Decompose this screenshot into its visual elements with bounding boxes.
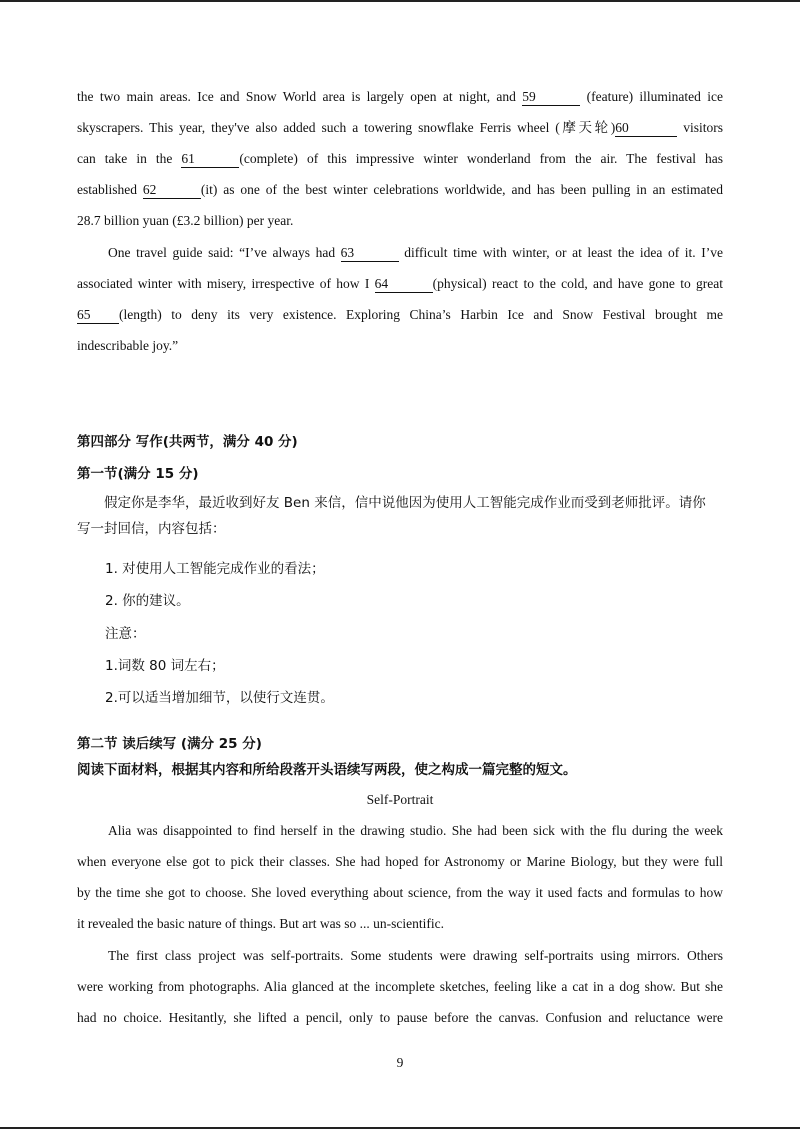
blank-59[interactable]: 59 bbox=[522, 89, 580, 106]
requirement-item-1: 1. 对使用人工智能完成作业的看法； bbox=[105, 561, 325, 577]
passage-line: skyscrapers. This year, they've also added such a towering snowflake Ferris wheel (摩天轮)60 visitors bbox=[77, 120, 723, 135]
note-label: 注意： bbox=[105, 626, 146, 642]
passage-line: associated winter with misery, irrespective of how I 64 (physical) react to the cold, and have gone to great bbox=[77, 276, 723, 291]
blank-62[interactable]: 62 bbox=[143, 182, 201, 199]
passage-line: can take in the 61 (complete) of this impressive winter wonderland from the air. The festival has bbox=[77, 151, 723, 166]
section1-prompt bbox=[77, 490, 723, 542]
note-item-1: 1.词数 80 词左右； bbox=[105, 658, 225, 674]
passage-line: indescribable joy.” bbox=[77, 338, 179, 353]
passage-paragraph-2 bbox=[77, 237, 723, 361]
page-number: 9 bbox=[396, 1055, 404, 1070]
part4-title: 第四部分 写作(共两节，满分 40 分) bbox=[77, 434, 298, 450]
passage-line: established 62 (it) as one of the best winter celebrations worldwide, and has been pulling in an estimated bbox=[77, 182, 723, 197]
story-line: had no choice. Hesitantly, she lifted a pencil, only to pause before the canvas. Confusion and reluctance were bbox=[77, 1010, 723, 1025]
story-line: it revealed the basic nature of things. But art was so ... un-scientific. bbox=[77, 916, 445, 931]
story-paragraph-1 bbox=[77, 815, 723, 939]
blank-61[interactable]: 61 bbox=[181, 151, 239, 168]
story-paragraph-2 bbox=[77, 940, 723, 1033]
blank-64[interactable]: 64 bbox=[375, 276, 433, 293]
passage-line: the two main areas. Ice and Snow World area is largely open at night, and 59 (feature) illuminated ice bbox=[77, 89, 723, 104]
passage-paragraph-1 bbox=[77, 81, 723, 236]
passage-line: 65 (length) to deny its very existence. Exploring China’s Harbin Ice and Snow Festival brought me bbox=[77, 307, 723, 322]
top-rule bbox=[0, 0, 800, 2]
note-item-2: 2.可以适当增加细节，以使行文连贯。 bbox=[105, 690, 334, 706]
prompt-line: 写一封回信，内容包括： bbox=[77, 521, 226, 537]
story-line: by the time she got to choose. She loved everything about science, from the way it used facts and formulas to how bbox=[77, 885, 723, 900]
story-line: The first class project was self-portraits. Some students were drawing self-portraits using mirrors. Others bbox=[108, 948, 723, 963]
blank-63[interactable]: 63 bbox=[341, 245, 399, 262]
section2-instruction: 阅读下面材料，根据其内容和所给段落开头语续写两段，使之构成一篇完整的短文。 bbox=[77, 762, 577, 778]
story-line: Alia was disappointed to find herself in the drawing studio. She had been sick with the flu during the week bbox=[108, 823, 723, 838]
blank-60[interactable]: 60 bbox=[615, 120, 677, 137]
story-line: were working from photographs. Alia glanced at the incomplete sketches, feeling like a cat in a dog show. But she bbox=[77, 979, 723, 994]
story-line: when everyone else got to pick their classes. She had hoped for Astronomy or Marine Biology, but they were full bbox=[77, 854, 723, 869]
section1-title: 第一节(满分 15 分) bbox=[77, 466, 199, 482]
passage-line: 28.7 billion yuan (£3.2 billion) per year. bbox=[77, 213, 294, 228]
prompt-line: 假定你是李华，最近收到好友 Ben 来信，信中说他因为使用人工智能完成作业而受到老师批评。请你 bbox=[104, 495, 706, 511]
bottom-rule bbox=[0, 1127, 800, 1129]
section2-title: 第二节 读后续写 (满分 25 分) bbox=[77, 736, 262, 752]
story-title: Self-Portrait bbox=[366, 792, 434, 807]
blank-65[interactable]: 65 bbox=[77, 307, 119, 324]
passage-line: One travel guide said: “I’ve always had 63 difficult time with winter, or at least the idea of it. I’ve bbox=[108, 245, 723, 260]
requirement-item-2: 2. 你的建议。 bbox=[105, 593, 190, 609]
